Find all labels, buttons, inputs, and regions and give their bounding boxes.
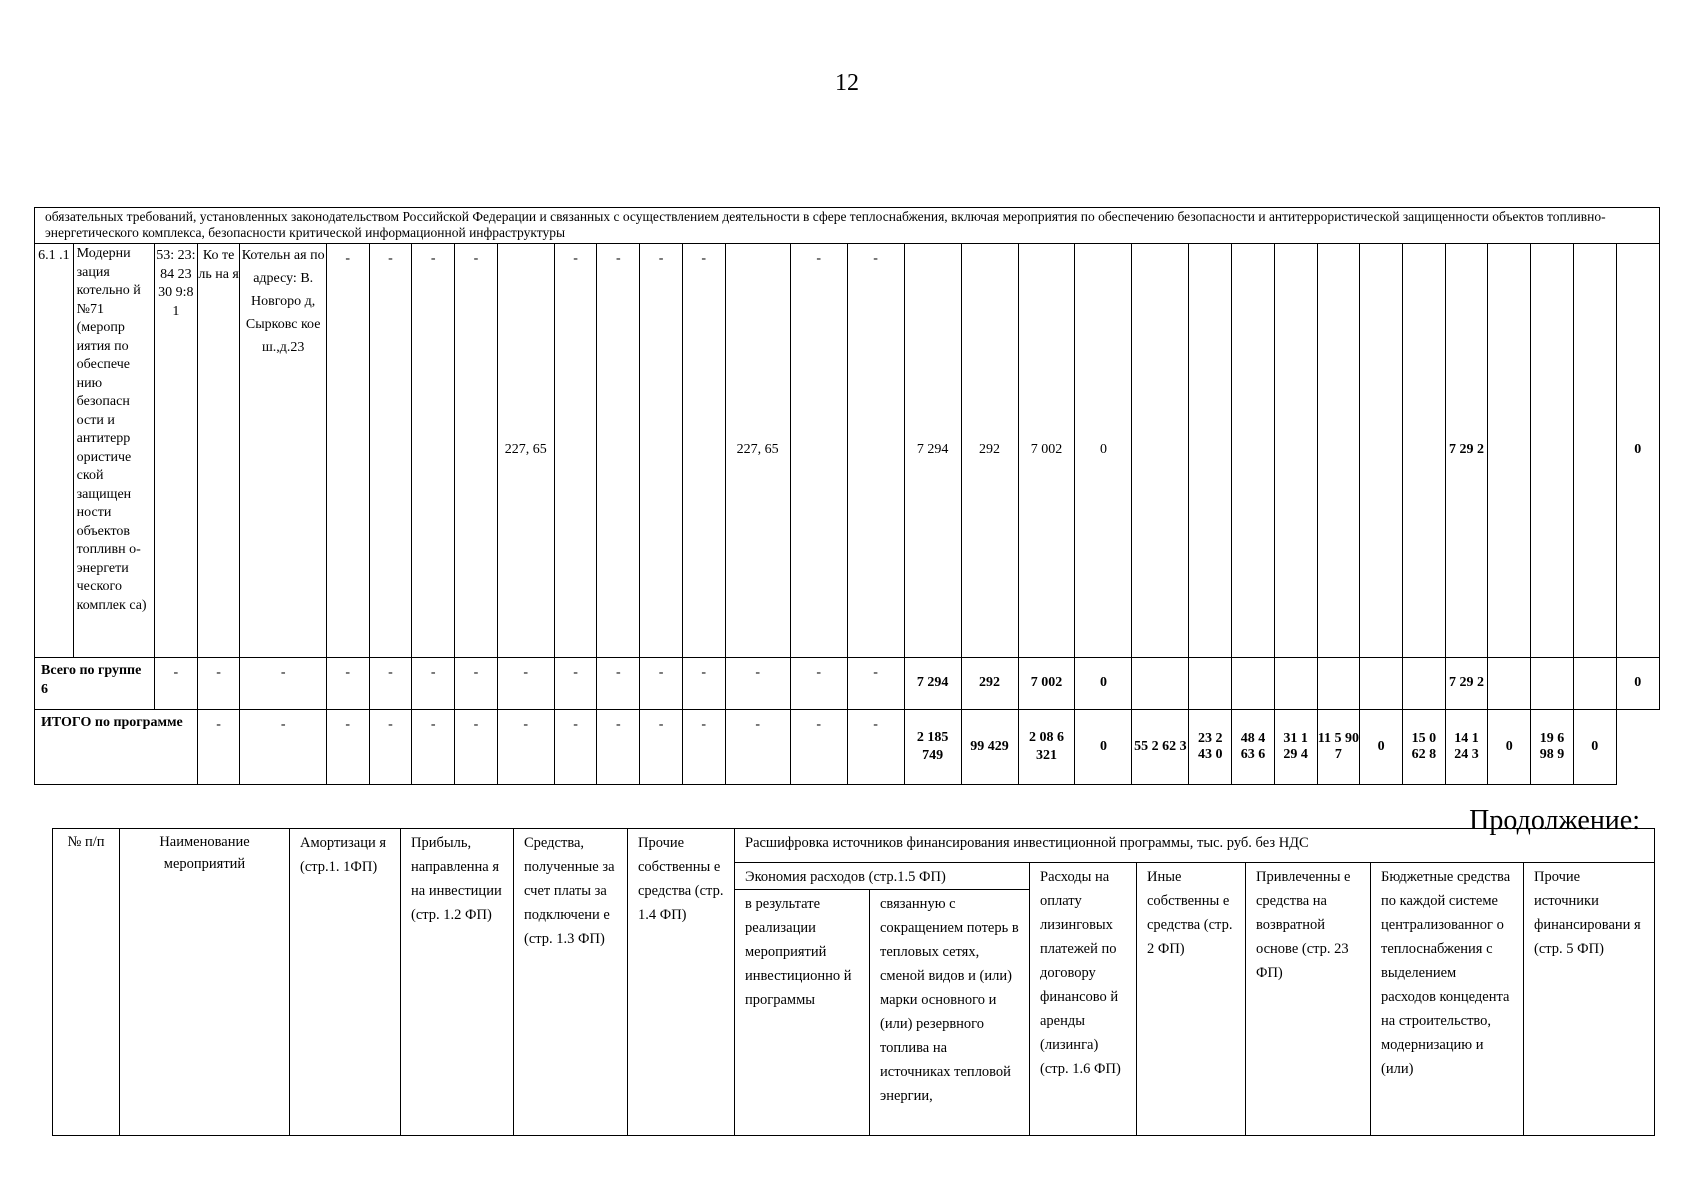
cell-dash: -	[597, 658, 640, 710]
col-header-other-own-funds: Иные собственны е средства (стр. 2 ФП)	[1137, 863, 1246, 1136]
cell-dash: -	[197, 658, 240, 710]
object-type: Ко те ль на я	[197, 244, 240, 658]
cadastral-number: 53: 23: 84 23 30 9:8 1	[155, 244, 198, 658]
cell-value: 19 6 98 9	[1531, 710, 1574, 785]
cell-dash: -	[597, 244, 640, 658]
cell-dash: -	[326, 710, 369, 785]
cell-empty	[1488, 244, 1531, 658]
page-number: 12	[835, 70, 859, 96]
cell-value: 292	[961, 658, 1018, 710]
cell-dash: -	[197, 710, 240, 785]
cell-dash: -	[326, 658, 369, 710]
cell-empty	[1132, 658, 1189, 710]
cell-dash: -	[597, 710, 640, 785]
cell-value: 15 0 62 8	[1402, 710, 1445, 785]
cell-empty	[1573, 658, 1616, 710]
cell-dash: -	[497, 710, 554, 785]
col-header-economy-a: в результате реализации мероприятий инвестиционно й программы	[735, 890, 870, 1136]
table-row	[35, 244, 1660, 658]
cell-value: 227, 65	[725, 244, 790, 658]
cell-dash: -	[640, 658, 683, 710]
cell-value: 11 5 90 7	[1317, 710, 1360, 785]
cell-value: 7 29 2	[1445, 658, 1488, 710]
cell-dash: -	[847, 244, 904, 658]
col-header-profit: Прибыль, направленна я на инвестиции (стр. 1.2 ФП)	[401, 829, 514, 1136]
col-header-borrowed: Привлеченны е средства на возвратной основе (стр. 23 ФП)	[1246, 863, 1371, 1136]
cell-total: 7 294	[904, 658, 961, 710]
cell-dash: -	[682, 244, 725, 658]
cell-value: 14 1 24 3	[1445, 710, 1488, 785]
cell-empty	[1232, 244, 1275, 658]
col-header-leasing: Расходы на оплату лизинговых платежей по договору финансово й аренды (лизинга) (стр. 1.6 ФП)	[1030, 863, 1137, 1136]
cell-empty	[1573, 244, 1616, 658]
cell-value: 2 08 6 321	[1018, 710, 1075, 785]
table-row	[35, 658, 1660, 710]
col-header-economy: Экономия расходов (стр.1.5 ФП)	[735, 863, 1030, 890]
cell-dash: -	[369, 710, 412, 785]
col-header-other-sources: Прочие источники финансировани я (стр. 5 ФП)	[1524, 863, 1655, 1136]
cell-dash: -	[412, 710, 455, 785]
cell-value: 7 002	[1018, 244, 1075, 658]
cell-dash: -	[640, 710, 683, 785]
cell-dash: -	[554, 658, 597, 710]
cell-dash: -	[155, 658, 198, 710]
col-header-other-own: Прочие собственны е средства (стр. 1.4 ФП)	[628, 829, 735, 1136]
cell-value: 7 002	[1018, 658, 1075, 710]
cell-dash: -	[725, 710, 790, 785]
col-header-budget: Бюджетные средства по каждой системе централизованног о теплоснабжения с выделением расходов концедента на строительство, модернизацию и (или)	[1371, 863, 1524, 1136]
cell-empty	[1132, 244, 1189, 658]
cell-dash: -	[369, 658, 412, 710]
cell-value: 0	[1360, 710, 1403, 785]
cell-empty	[1189, 658, 1232, 710]
cell-dash: -	[240, 658, 326, 710]
cell-empty	[1360, 244, 1403, 658]
cell-value: 0	[1488, 710, 1531, 785]
cell-value: 0	[1075, 658, 1132, 710]
cell-dash: -	[554, 710, 597, 785]
cell-total: 7 294	[904, 244, 961, 658]
cell-dash: -	[455, 244, 498, 658]
cell-empty	[1232, 658, 1275, 710]
row-number: 6.1 .1	[35, 244, 74, 658]
activity-name: Модерни зация котельно й №71 (меропр иятия по обеспече нию безопасн ости и антитерр ористиче ской защищен ности объектов топливн о- энергети ческого комплек са)	[73, 244, 154, 658]
col-header-decoding: Расшифровка источников финансирования инвестиционной программы, тыс. руб. без НДС	[735, 829, 1655, 863]
col-header-name: Наименование мероприятий	[120, 829, 290, 1136]
col-header-connection-fees: Средства, полученные за счет платы за подключени е (стр. 1.3 ФП)	[514, 829, 628, 1136]
table-row	[35, 710, 1660, 785]
group-total-label: Всего по группе 6	[35, 658, 155, 710]
cell-dash: -	[682, 658, 725, 710]
program-total-label: ИТОГО по программе	[35, 710, 198, 785]
cell-empty	[1488, 658, 1531, 710]
cell-value: 31 1 29 4	[1274, 710, 1317, 785]
cell-dash: -	[369, 244, 412, 658]
cell-value: 55 2 62 3	[1132, 710, 1189, 785]
cell-dash: -	[790, 244, 847, 658]
cell-empty	[1531, 244, 1574, 658]
cell-dash: -	[725, 658, 790, 710]
cell-value: 99 429	[961, 710, 1018, 785]
financing-sources-table	[52, 828, 1655, 1136]
cell-dash: -	[847, 658, 904, 710]
cell-empty	[1274, 244, 1317, 658]
cell-value: 7 29 2	[1445, 244, 1488, 658]
cell-dash: -	[455, 710, 498, 785]
cell-empty	[1402, 244, 1445, 658]
col-header-economy-b: связанную с сокращением потерь в тепловых сетях, сменой видов и (или) марки основного и (или) резервного топлива на источниках тепловой энергии,	[870, 890, 1030, 1136]
cell-dash: -	[682, 710, 725, 785]
cell-value: 0	[1573, 710, 1616, 785]
cell-dash: -	[497, 658, 554, 710]
cell-dash: -	[790, 658, 847, 710]
col-header-amortization: Амортизаци я (стр.1. 1ФП)	[290, 829, 401, 1136]
cell-empty	[1402, 658, 1445, 710]
cell-empty	[1317, 658, 1360, 710]
cell-dash: -	[412, 244, 455, 658]
cell-dash: -	[640, 244, 683, 658]
cell-dash: -	[455, 658, 498, 710]
cell-empty	[1360, 658, 1403, 710]
cell-dash: -	[554, 244, 597, 658]
section-caption: обязательных требований, установленных законодательством Российской Федерации и связанных с осуществлением деятельности в сфере теплоснабжения, включая мероприятия по обеспечению безопасности и антитеррористической защищенности объектов топливно-энергетического комплекса, безопасности критической информационной инфраструктуры	[35, 208, 1660, 244]
cell-dash: -	[790, 710, 847, 785]
cell-empty	[1189, 244, 1232, 658]
cell-value: 23 2 43 0	[1189, 710, 1232, 785]
cell-value: 0	[1616, 244, 1659, 658]
cell-value: 292	[961, 244, 1018, 658]
cell-value: 227, 65	[497, 244, 554, 658]
cell-value: 0	[1075, 244, 1132, 658]
cell-empty	[1274, 658, 1317, 710]
cell-value: 0	[1616, 658, 1659, 710]
investment-table-top	[34, 207, 1660, 785]
object-address: Котельн ая по адресу: В. Новгоро д, Сырковс кое ш.,д.23	[240, 244, 326, 658]
cell-empty	[1317, 244, 1360, 658]
cell-dash: -	[326, 244, 369, 658]
cell-dash: -	[240, 710, 326, 785]
cell-dash: -	[412, 658, 455, 710]
cell-dash: -	[847, 710, 904, 785]
continuation-label: Продолжение:	[1469, 805, 1640, 836]
cell-value: 48 4 63 6	[1232, 710, 1275, 785]
cell-empty	[1531, 658, 1574, 710]
cell-total: 2 185 749	[904, 710, 961, 785]
col-header-number: № п/п	[53, 829, 120, 1136]
cell-value: 0	[1075, 710, 1132, 785]
